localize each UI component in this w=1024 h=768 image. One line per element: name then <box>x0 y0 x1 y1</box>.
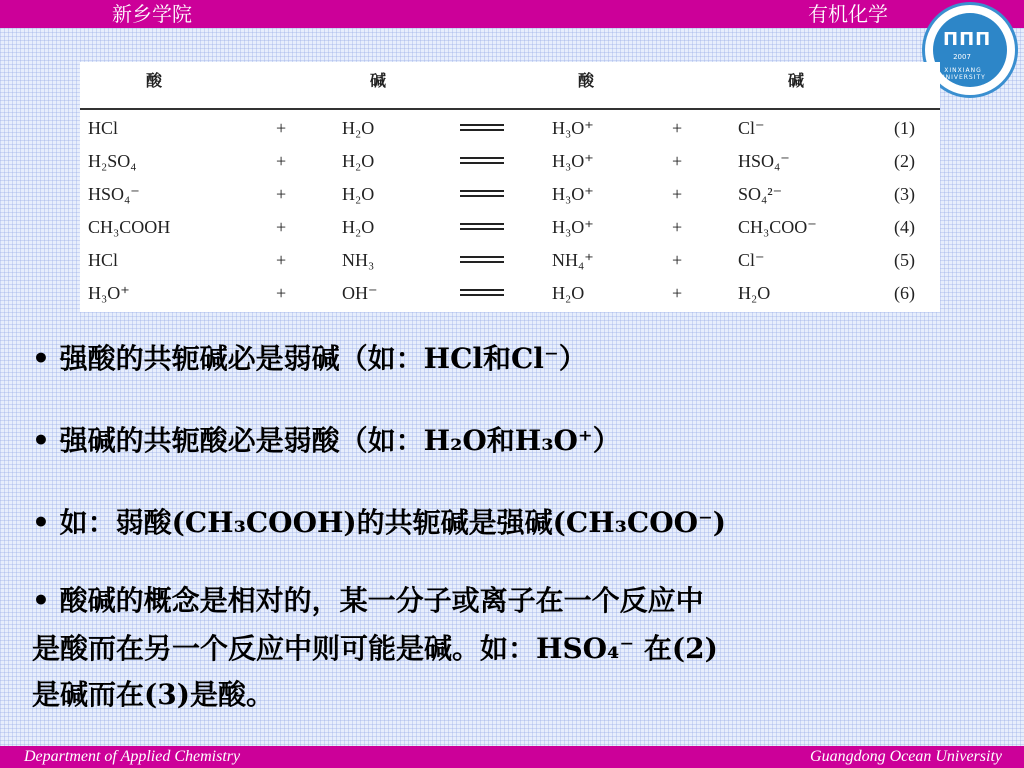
row-number: (1) <box>894 118 915 138</box>
row-plus: + <box>672 250 683 270</box>
row-conj-acid: H₃O⁺ <box>552 151 594 171</box>
bullet-weak-acid-example: • 如：弱酸(CH₃COOH)的共轭碱是强碱(CH₃COO⁻) <box>32 506 727 539</box>
equilibrium-arrow-icon <box>460 256 504 264</box>
row-base: H₂O <box>342 118 375 138</box>
row-plus: + <box>672 184 683 204</box>
row-acid: HCl <box>88 250 119 270</box>
row-acid: HCl <box>88 118 119 138</box>
header-acid-2: 酸 <box>578 71 595 90</box>
row-base: H₂O <box>342 184 375 204</box>
table-row <box>80 213 940 243</box>
table-row <box>80 180 940 210</box>
row-base: H₂O <box>342 217 375 237</box>
row-number: (2) <box>894 151 915 171</box>
header-base-1: 碱 <box>370 71 387 90</box>
top-banner <box>0 0 1024 28</box>
department-name: Department of Applied Chemistry <box>24 748 241 765</box>
row-acid: H₃O⁺ <box>88 283 130 303</box>
row-plus: + <box>672 118 683 138</box>
row-plus: + <box>276 217 287 237</box>
row-acid: HSO₄⁻ <box>88 184 140 204</box>
logo-year: 2007 <box>953 53 971 61</box>
row-number: (5) <box>894 250 915 270</box>
acid-base-table <box>80 62 940 312</box>
row-number: (3) <box>894 184 915 204</box>
row-base: H₂O <box>342 151 375 171</box>
logo-university: XINXIANG UNIVERSITY <box>940 67 986 81</box>
logo-mark: ΠΠΠ <box>943 29 992 50</box>
bullet-relative-line-3: 是碱而在(3)是酸。 <box>32 678 274 711</box>
table-row <box>80 114 940 144</box>
row-conj-base: H₂O <box>738 283 771 303</box>
bullet-relative-line-2: 是酸而在另一个反应中则可能是碱。如：HSO₄⁻ 在(2) <box>32 632 718 665</box>
equilibrium-arrow-icon <box>460 124 504 132</box>
row-plus: + <box>276 283 287 303</box>
row-base: NH₃ <box>342 250 375 270</box>
equilibrium-arrow-icon <box>460 190 504 198</box>
course-name: 有机化学 <box>808 2 888 26</box>
row-conj-base: Cl⁻ <box>738 118 765 138</box>
row-plus: + <box>276 250 287 270</box>
row-conj-base: SO₄²⁻ <box>738 184 783 204</box>
footer-banner <box>0 746 1024 768</box>
table-row <box>80 147 940 177</box>
row-plus: + <box>276 184 287 204</box>
row-conj-acid: NH₄⁺ <box>552 250 594 270</box>
equilibrium-arrow-icon <box>460 157 504 165</box>
bullet-strong-acid: • 强酸的共轭碱必是弱碱（如：HCl和Cl⁻） <box>32 342 587 375</box>
row-conj-base: Cl⁻ <box>738 250 765 270</box>
row-conj-acid: H₃O⁺ <box>552 184 594 204</box>
bullet-strong-base: • 强碱的共轭酸必是弱酸（如：H₂O和H₃O⁺） <box>32 424 621 457</box>
row-conj-base: CH₃COO⁻ <box>738 217 817 237</box>
row-conj-acid: H₂O <box>552 283 585 303</box>
row-conj-acid: H₃O⁺ <box>552 118 594 138</box>
row-plus: + <box>672 283 683 303</box>
university-name: Guangdong Ocean University <box>810 748 1002 765</box>
row-plus: + <box>276 151 287 171</box>
table-row <box>80 246 940 276</box>
bullet-relative-line-1: • 酸碱的概念是相对的，某一分子或离子在一个反应中 <box>32 584 704 617</box>
row-acid: CH₃COOH <box>88 217 171 237</box>
row-number: (4) <box>894 217 915 237</box>
row-base: OH⁻ <box>342 283 378 303</box>
row-acid: H₂SO₄ <box>88 151 137 171</box>
table-row <box>80 279 940 309</box>
equilibrium-arrow-icon <box>460 223 504 231</box>
college-name: 新乡学院 <box>112 2 192 26</box>
row-number: (6) <box>894 283 915 303</box>
equilibrium-arrow-icon <box>460 289 504 297</box>
row-plus: + <box>276 118 287 138</box>
row-conj-base: HSO₄⁻ <box>738 151 790 171</box>
row-plus: + <box>672 217 683 237</box>
table-header <box>80 68 940 92</box>
header-acid-1: 酸 <box>146 71 163 90</box>
row-conj-acid: H₃O⁺ <box>552 217 594 237</box>
table-rule <box>80 108 940 110</box>
row-plus: + <box>672 151 683 171</box>
header-base-2: 碱 <box>788 71 805 90</box>
